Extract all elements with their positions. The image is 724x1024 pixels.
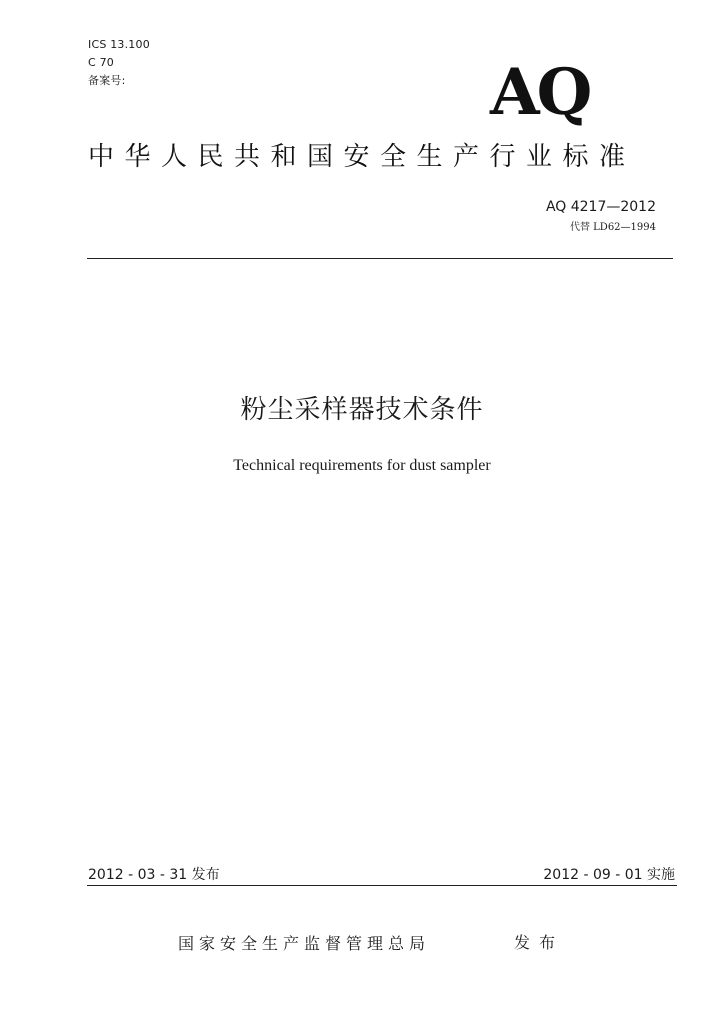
publisher-name: 国家安全生产监督管理总局: [178, 934, 431, 953]
standard-number: AQ 4217—2012: [545, 199, 656, 215]
standard-category-heading: 中华人民共和国安全生产行业标准: [88, 142, 636, 172]
replaced-standard: 代替 LD62—1994: [569, 222, 656, 233]
aq-logo: AQ: [490, 55, 590, 130]
record-number-label: 备案号:: [88, 74, 126, 87]
effective-date: 2012 - 09 - 01 实施: [543, 867, 675, 883]
footer-divider: [87, 885, 677, 886]
header-divider: [87, 258, 673, 259]
ics-code: ICS 13.100: [88, 38, 150, 51]
document-title-english: Technical requirements for dust sampler: [233, 457, 491, 474]
classification-code: C 70: [88, 56, 114, 69]
publish-label: 发布: [514, 933, 565, 952]
issue-date: 2012 - 03 - 31 发布: [88, 867, 220, 883]
document-title-chinese: 粉尘采样器技术条件: [240, 395, 484, 425]
